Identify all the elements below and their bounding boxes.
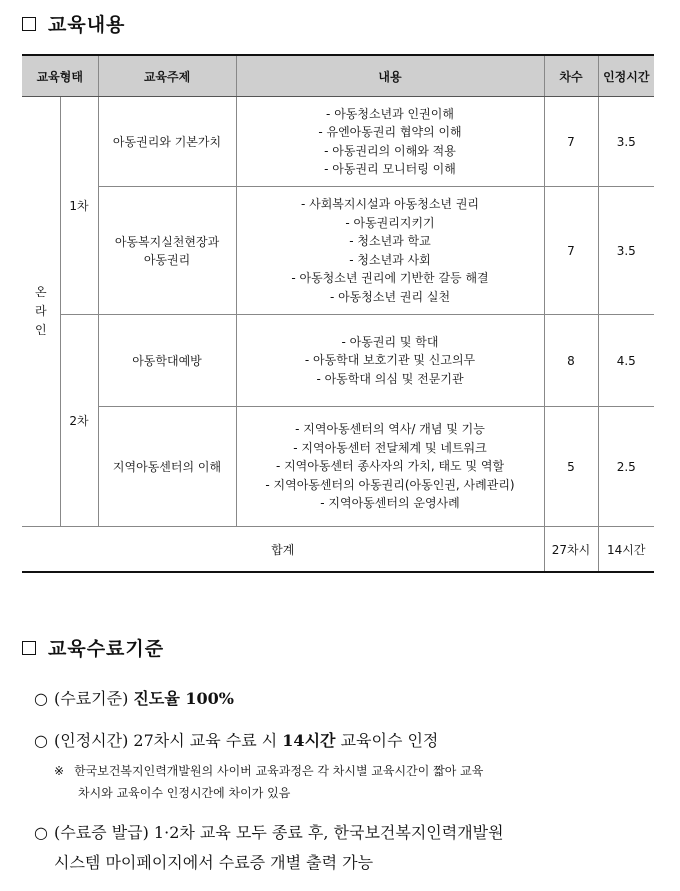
content-item: - 지역아동센터의 운영사례	[320, 496, 460, 511]
criteria-item-hours	[34, 728, 438, 751]
content-cell	[236, 315, 544, 407]
content-item: - 지역아동센터의 역사/ 개념 및 기능	[295, 422, 485, 437]
header-hours: 인정시간	[598, 55, 654, 97]
circle-bullet-icon: ○	[34, 823, 48, 842]
topic-cell: 아동학대예방	[98, 315, 236, 407]
content-item: - 지역아동센터 전달체계 및 네트워크	[293, 440, 487, 455]
content-item: - 지역아동센터의 아동권리(아동인권, 사례관리)	[265, 477, 515, 492]
curriculum-table	[22, 54, 654, 573]
criteria-item-certificate	[34, 820, 504, 843]
form-char: 인	[34, 323, 47, 337]
table-header-row	[22, 55, 654, 97]
form-char: 라	[34, 304, 47, 318]
total-hours: 14시간	[598, 527, 654, 573]
sessions-cell: 7	[544, 187, 598, 315]
section-title-text: 교육수료기준	[48, 638, 165, 660]
sessions-cell: 7	[544, 97, 598, 187]
criteria-text: 교육이수 인정	[335, 731, 439, 750]
checkbox-square-icon	[22, 17, 36, 31]
circle-bullet-icon: ○	[34, 731, 48, 750]
content-item: - 아동청소년과 인권이해	[326, 106, 454, 121]
note	[54, 760, 664, 804]
content-item: - 아동권리 및 학대	[341, 334, 439, 349]
content-item: - 청소년과 사회	[349, 252, 431, 267]
table-row	[22, 315, 654, 407]
content-item: - 아동청소년 권리에 기반한 갈등 해결	[291, 271, 489, 285]
criteria-text: (수료기준)	[54, 689, 134, 708]
table-row	[22, 407, 654, 527]
criteria-text: (수료증 발급) 1·2차 교육 모두 종료 후, 한국보건복지인력개발원	[54, 823, 504, 842]
round-cell: 1차	[60, 97, 98, 315]
total-label: 합계	[22, 527, 544, 573]
content-cell	[236, 97, 544, 187]
content-cell	[236, 407, 544, 527]
hours-cell: 3.5	[598, 187, 654, 315]
section-title-text: 교육내용	[48, 14, 126, 36]
form-online-cell	[22, 97, 60, 527]
topic-cell: 아동복지실천현장과 아동권리	[98, 187, 236, 315]
content-item: - 청소년과 학교	[349, 234, 431, 248]
content-item: - 아동학대 보호기관 및 신고의무	[304, 353, 476, 368]
round-cell: 2차	[60, 315, 98, 527]
table-row	[22, 187, 654, 315]
content-item: - 아동청소년 권리 실천	[329, 289, 451, 304]
content-cell	[236, 187, 544, 315]
total-sessions: 27차시	[544, 527, 598, 573]
hours-cell: 4.5	[598, 315, 654, 407]
criteria-bold: 진도율 100%	[133, 689, 234, 708]
sessions-cell: 5	[544, 407, 598, 527]
content-item: - 유엔아동권리 협약의 이해	[318, 125, 462, 139]
section-title-content	[22, 10, 125, 37]
header-form: 교육형태	[22, 55, 98, 97]
criteria-text: (인정시간) 27차시 교육 수료 시	[54, 731, 283, 750]
sessions-cell: 8	[544, 315, 598, 407]
hours-cell: 2.5	[598, 407, 654, 527]
total-row	[22, 527, 654, 573]
content-item: - 아동학대 의심 및 전문기관	[316, 371, 464, 386]
form-char: 온	[34, 285, 47, 299]
header-sessions: 차수	[544, 55, 598, 97]
checkbox-square-icon	[22, 641, 36, 655]
content-item: - 지역아동센터 종사자의 가치, 태도 및 역할	[275, 459, 505, 474]
note-line: 한국보건복지인력개발원의 사이버 교육과정은 각 차시별 교육시간이 짧아 교육	[74, 764, 484, 778]
note-mark: ※	[54, 764, 65, 778]
circle-bullet-icon: ○	[34, 689, 48, 708]
criteria-bold: 14시간	[282, 731, 336, 750]
header-content: 내용	[236, 55, 544, 97]
criteria-item-certificate-line2: 시스템 마이페이지에서 수료증 개별 출력 가능	[54, 853, 374, 872]
note-line: 차시와 교육이수 인정시간에 차이가 있음	[78, 786, 291, 800]
hours-cell: 3.5	[598, 97, 654, 187]
content-item: - 아동권리의 이해와 적용	[324, 143, 456, 158]
header-topic: 교육주제	[98, 55, 236, 97]
content-item: - 사회복지시설과 아동청소년 권리	[300, 197, 480, 211]
table-row	[22, 97, 654, 187]
criteria-item-completion	[34, 686, 234, 709]
content-item: - 아동권리지키기	[345, 215, 435, 230]
topic-cell: 지역아동센터의 이해	[98, 407, 236, 527]
section-title-criteria	[22, 634, 164, 661]
content-item: - 아동권리 모니터링 이해	[324, 162, 456, 176]
topic-cell: 아동권리와 기본가치	[98, 97, 236, 187]
